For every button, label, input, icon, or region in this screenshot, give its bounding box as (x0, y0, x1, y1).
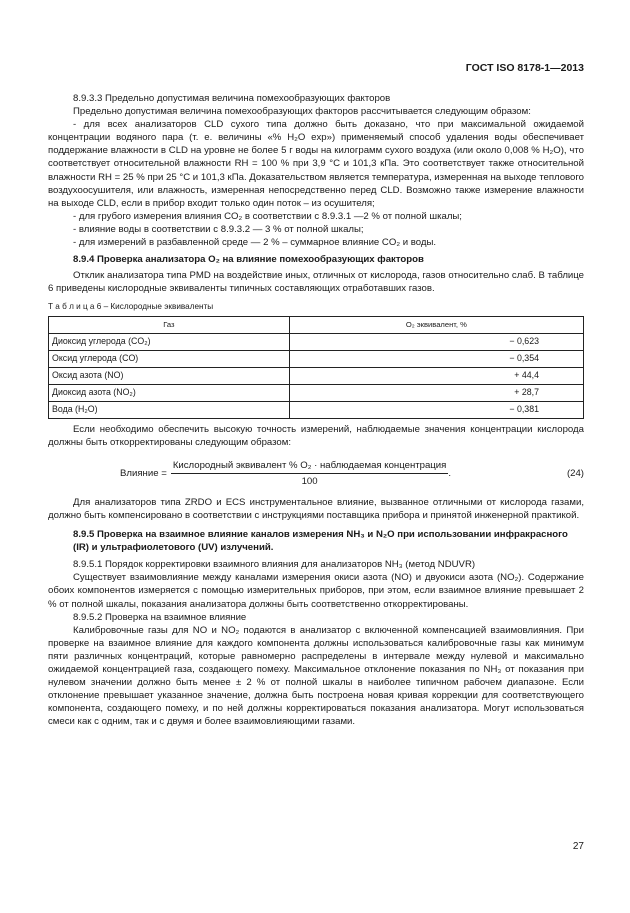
value-cell: − 0,623 (289, 333, 583, 350)
page-number: 27 (572, 841, 584, 852)
gas-cell: Диоксид углерода (CO₂) (49, 333, 290, 350)
formula-number: (24) (566, 467, 584, 479)
table-row (49, 384, 584, 401)
formula-denominator: 100 (301, 475, 318, 487)
page-content (48, 92, 584, 728)
gas-cell: Вода (H₂O) (49, 401, 290, 418)
oxygen-equivalents-table (48, 316, 584, 419)
value-cell: + 44,4 (289, 367, 583, 384)
list-item-cld: - для всех анализаторов CLD сухого типа должно быть доказано, что при максимальной ожидаемой концентрации водяного пара (т. е. величины «% H₂O exp») применяемый способ удаления воды обеспечивает поддержание влажности в CLD на уровне не более 5 г воды на килограмм сухого воздуха (или около 0,008 % H₂O), что соответствует относительной влажности RH = 100 % при 3,9 °С и 101,3 кПа. Это соответствует также относительной влажности RH = 25 % при 25 °С и 101,3 кПа. Доказательством является температура, измеренная на выходе теплового воздухоосушителя, или влажность, измеренная непосредственно перед CLD. Возможно также измерение влажности на выходе CLD, если в прибор входит только один поток – из осушителя; (48, 119, 584, 209)
table-row (49, 401, 584, 418)
section-8-9-3-3-title: 8.9.3.3 Предельно допустимая величина помехообразующих факторов (73, 93, 391, 104)
table-row (49, 350, 584, 367)
section-8-9-4-heading: 8.9.4 Проверка анализатора O₂ на влияние помехообразующих факторов (73, 254, 424, 266)
formula-fraction (171, 459, 452, 488)
formula-tail: . (448, 467, 452, 479)
formula-24 (48, 459, 584, 488)
column-header-gas: Газ (49, 316, 290, 333)
paragraph: Для анализаторов типа ZRDO и ECS инструментальное влияние, вызванное отличными от кислорода газами, должно быть компенсировано в соответствии с инструкциями поставщика прибора и принятой инженерной практикой. (48, 496, 584, 521)
formula-label: Влияние = (120, 467, 167, 479)
table-header-row (49, 316, 584, 333)
section-8-9-5-heading: 8.9.5 Проверка на взаимное влияние каналов измерения NH₃ и N₂O при использовании инфракрасного (IR) и ультрафиолетового (UV) излучений. (73, 529, 568, 554)
formula-numerator: Кислородный эквивалент % O₂ · наблюдаемая концентрация (171, 459, 449, 474)
gas-cell: Диоксид азота (NO₂) (49, 384, 290, 401)
paragraph: Отклик анализатора типа PMD на воздействие иных, отличных от кислорода, газов относительно слаб. В таблице 6 приведены кислородные эквиваленты типичных составляющих отработавших газов. (48, 270, 584, 295)
value-cell: + 28,7 (289, 384, 583, 401)
value-cell: − 0,381 (289, 401, 583, 418)
standard-header: ГОСТ ISO 8178-1—2013 (465, 62, 584, 74)
value-cell: − 0,354 (289, 350, 583, 367)
column-header-equivalent: O₂ эквивалент, % (289, 316, 583, 333)
table-row (49, 367, 584, 384)
paragraph: Существует взаимовлияние между каналами измерения окиси азота (NO) и двуокиси азота (NO₂). Содержание обоих компонентов измеряется с помощью измерительных приборов, при этом, если взаимное влияние превышает 2 % от полной шкалы, показания анализатора должны быть соответственно откорректированы. (48, 572, 584, 610)
section-8-9-5-1-title: 8.9.5.1 Порядок корректировки взаимного влияния для анализаторов NH₃ (метод NDUVR) (73, 559, 476, 571)
section-8-9-5-2-title: 8.9.5.2 Проверка на взаимное влияние (73, 611, 247, 623)
gas-cell: Оксид углерода (CO) (49, 350, 290, 367)
gas-cell: Оксид азота (NO) (49, 367, 290, 384)
paragraph: Если необходимо обеспечить высокую точность измерений, наблюдаемые значения концентрации кислорода должны быть откорректированы следующим образом: (48, 423, 584, 448)
list-item-co2: - для грубого измерения влияния CO₂ в соответствии с 8.9.3.1 —2 % от полной шкалы; (73, 210, 462, 222)
list-item-water: - влияние воды в соответствии с 8.9.3.2 — 3 % от полной шкалы; (73, 223, 364, 235)
list-item-dilution: - для измерений в разбавленной среде — 2 % – суммарное влияние CO₂ и воды. (73, 237, 437, 249)
paragraph: Калибровочные газы для NO и NO₂ подаются в анализатор с включенной компенсацией взаимовлияния. При проверке на взаимное влияние для каждого компонента должны использоваться калибровочные газы как минимум пяти различных концентраций, которые равномерно распределены в интервале между нулевой и максимально ожидаемой концентрацией газа, создающего помеху. Максимальное отклонение показания по NH₃ от показания при нулевом значении должно быть менее ± 2 % от полной шкалы в наиболее типичном рабочем диапазоне. Если отклонение превышает указанное значение, должна быть построена новая кривая коррекции для соответствующего компонента, создающего помеху, и по ней должны корректироваться показания анализатора. Могут использоваться смеси как с одним, так и с двумя и более взаимовлияющими газами. (48, 624, 584, 728)
paragraph: Предельно допустимая величина помехообразующих факторов рассчитывается следующим образом: (73, 106, 531, 118)
table-row (49, 333, 584, 350)
table-caption: Т а б л и ц а 6 – Кислородные эквиваленты (48, 302, 214, 312)
